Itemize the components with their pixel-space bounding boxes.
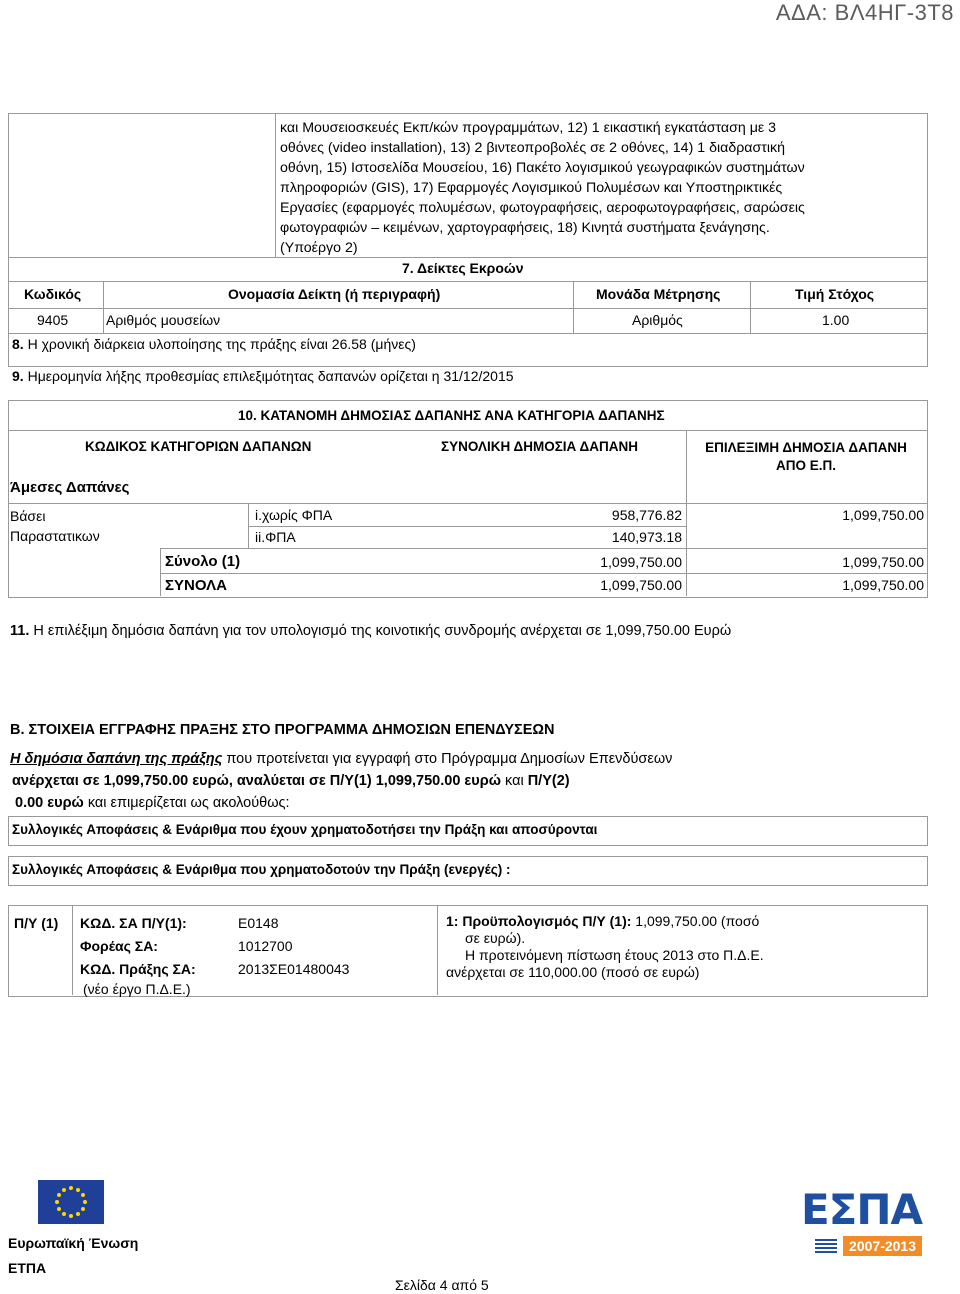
indicator-header-unit: Μονάδα Μέτρησης <box>596 286 721 302</box>
eu-label: Ευρωπαϊκή Ένωση ΕΤΠΑ <box>8 1235 139 1276</box>
subtotal-label: Σύνολο (1) <box>165 553 241 570</box>
indicator-unit: Αριθμός <box>632 312 683 328</box>
totals-total: 1,099,750.00 <box>600 577 682 593</box>
subtotal-total: 1,099,750.00 <box>600 554 682 570</box>
indicator-header-target: Τιμή Στόχος <box>795 286 875 302</box>
eu-flag-icon <box>38 1180 104 1224</box>
basis-label: Βάσει Παραστατικων <box>10 508 100 544</box>
page-number: Σελίδα 4 από 5 <box>395 1277 489 1293</box>
section-b-p1: Η δημόσια δαπάνη της πράξης που προτείνεται για εγγραφή στο Πρόγραμμα Δημοσίων Επενδύσεων <box>10 751 673 767</box>
praxis-value: 2013ΣΕ01480043 <box>238 961 350 977</box>
row-no-vat-total: 958,776.82 <box>611 507 682 523</box>
indicator-header-code: Κωδικός <box>24 286 82 302</box>
row-no-vat-eligible: 1,099,750.00 <box>842 507 924 523</box>
duration-line: 8. Η χρονική διάρκεια υλοποίησης της πράξης είναι 26.58 (μήνες) <box>12 336 416 352</box>
withdrawn-label: Συλλογικές Αποφάσεις & Ενάριθμα που έχουν χρηματοδοτήσει την Πράξη και αποσύρονται <box>12 822 598 837</box>
allocation-col-eligible: ΕΠΙΛΕΞΙΜΗ ΔΗΜΟΣΙΑ ΔΑΠΑΝΗ ΑΠΟ Ε.Π. <box>705 440 907 473</box>
section-b-p2: ανέρχεται σε 1,099,750.00 ευρώ, αναλύεται σε Π/Υ(1) 1,099,750.00 ευρώ και Π/Υ(2) <box>12 773 570 789</box>
direct-costs-label: Άμεσες Δαπάνες <box>10 479 130 496</box>
row-vat-label: ii.ΦΠΑ <box>255 529 296 545</box>
description-text: και Μουσειοσκευές Εκπ/κών προγραμμάτων, 12) 1 εικαστική εγκατάσταση με 3 οθόνες (video installation), 13) 2 βιντεοπροβολές σε 2 οθόνες, 14) 1 διαδραστική οθόνη, 15) Ιστοσελίδα Μουσείου, 16) Πακέτο λογισμικού γεωγραφικών συστημάτων πληροφοριών (GIS), 17) Εφαρμογές Λογισμικού Πολυμέσων και Υποστηρικτικές Εργασίες (εφαρμογές πολυμέσων, φωτογραφήσεις, αεροφωτογραφήσεις, σαρώσεις φωτογραφιών – κειμένων, χαρτογραφήσεις, 18) Κινητά συστήματα ξενάγησης. (Υποέργο 2) <box>280 120 805 256</box>
sa-value: Ε0148 <box>238 915 279 931</box>
subtotal-eligible: 1,099,750.00 <box>842 554 924 570</box>
allocation-title: 10. ΚΑΤΑΝΟΜΗ ΔΗΜΟΣΙΑΣ ΔΑΠΑΝΗΣ ΑΝΑ ΚΑΤΗΓΟΡΙΑ ΔΑΠΑΝΗΣ <box>238 408 665 423</box>
sa-label: ΚΩΔ. ΣΑ Π/Υ(1): <box>80 915 187 931</box>
allocation-col-code: ΚΩΔΙΚΟΣ ΚΑΤΗΓΟΡΙΩΝ ΔΑΠΑΝΩΝ <box>85 439 312 454</box>
new-project-label: (νέο έργο Π.Δ.Ε.) <box>83 981 191 997</box>
indicator-header-name: Ονομασία Δείκτη (ή περιγραφή) <box>228 286 441 302</box>
totals-label: ΣΥΝΟΛΑ <box>165 577 227 594</box>
espa-logo <box>782 1185 922 1265</box>
active-label: Συλλογικές Αποφάσεις & Ενάριθμα που χρηματοδοτούν την Πράξη (ενεργές) : <box>12 862 511 877</box>
foreas-label: Φορέας ΣΑ: <box>80 938 158 954</box>
indicator-target: 1.00 <box>822 312 850 328</box>
section-b-p3: 0.00 ευρώ και επιμερίζεται ως ακολούθως: <box>15 795 290 811</box>
foreas-value: 1012700 <box>238 938 293 954</box>
totals-eligible: 1,099,750.00 <box>842 577 924 593</box>
ada-code: ΑΔΑ: ΒΛ4ΗΓ-3Τ8 <box>775 0 954 25</box>
deadline-line: 9. Ημερομηνία λήξης προθεσμίας επιλεξιμότητας δαπανών ορίζεται η 31/12/2015 <box>12 368 514 384</box>
section-b-title: Β. ΣΤΟΙΧΕΙΑ ΕΓΓΡΑΦΗΣ ΠΡΑΞΗΣ ΣΤΟ ΠΡΟΓΡΑΜΜΑ ΔΗΜΟΣΙΩΝ ΕΠΕΝΔΥΣΕΩΝ <box>10 722 555 738</box>
espa-logo-years: 2007-2013 <box>843 1236 922 1256</box>
allocation-col-total: ΣΥΝΟΛΙΚΗ ΔΗΜΟΣΙΑ ΔΑΠΑΝΗ <box>441 439 638 454</box>
budget-text: 1: Προϋπολογισμός Π/Υ (1): 1,099,750.00 (ποσό σε ευρώ). Η προτεινόμενη πίστωση έτους 2013 στο Π.Δ.Ε. ανέρχεται σε 110,000.00 (ποσό σε ευρώ) <box>446 913 764 980</box>
indicator-code: 9405 <box>37 312 69 328</box>
py-label: Π/Υ (1) <box>14 915 59 931</box>
greek-flag-icon <box>815 1239 837 1253</box>
eligible-note: 11. Η επιλέξιμη δημόσια δαπάνη για τον υπολογισμό της κοινοτικής συνδρομής ανέρχεται σε 1,099,750.00 Ευρώ <box>10 623 732 639</box>
row-no-vat-label: i.χωρίς ΦΠΑ <box>255 507 333 523</box>
espa-logo-text: ΕΣΠΑ <box>800 1185 922 1234</box>
praxis-label: ΚΩΔ. Πράξης ΣΑ: <box>80 961 196 977</box>
indicators-title: 7. Δείκτες Εκροών <box>402 260 524 276</box>
indicator-name: Αριθμός μουσείων <box>106 312 221 328</box>
row-vat-total: 140,973.18 <box>611 529 682 545</box>
